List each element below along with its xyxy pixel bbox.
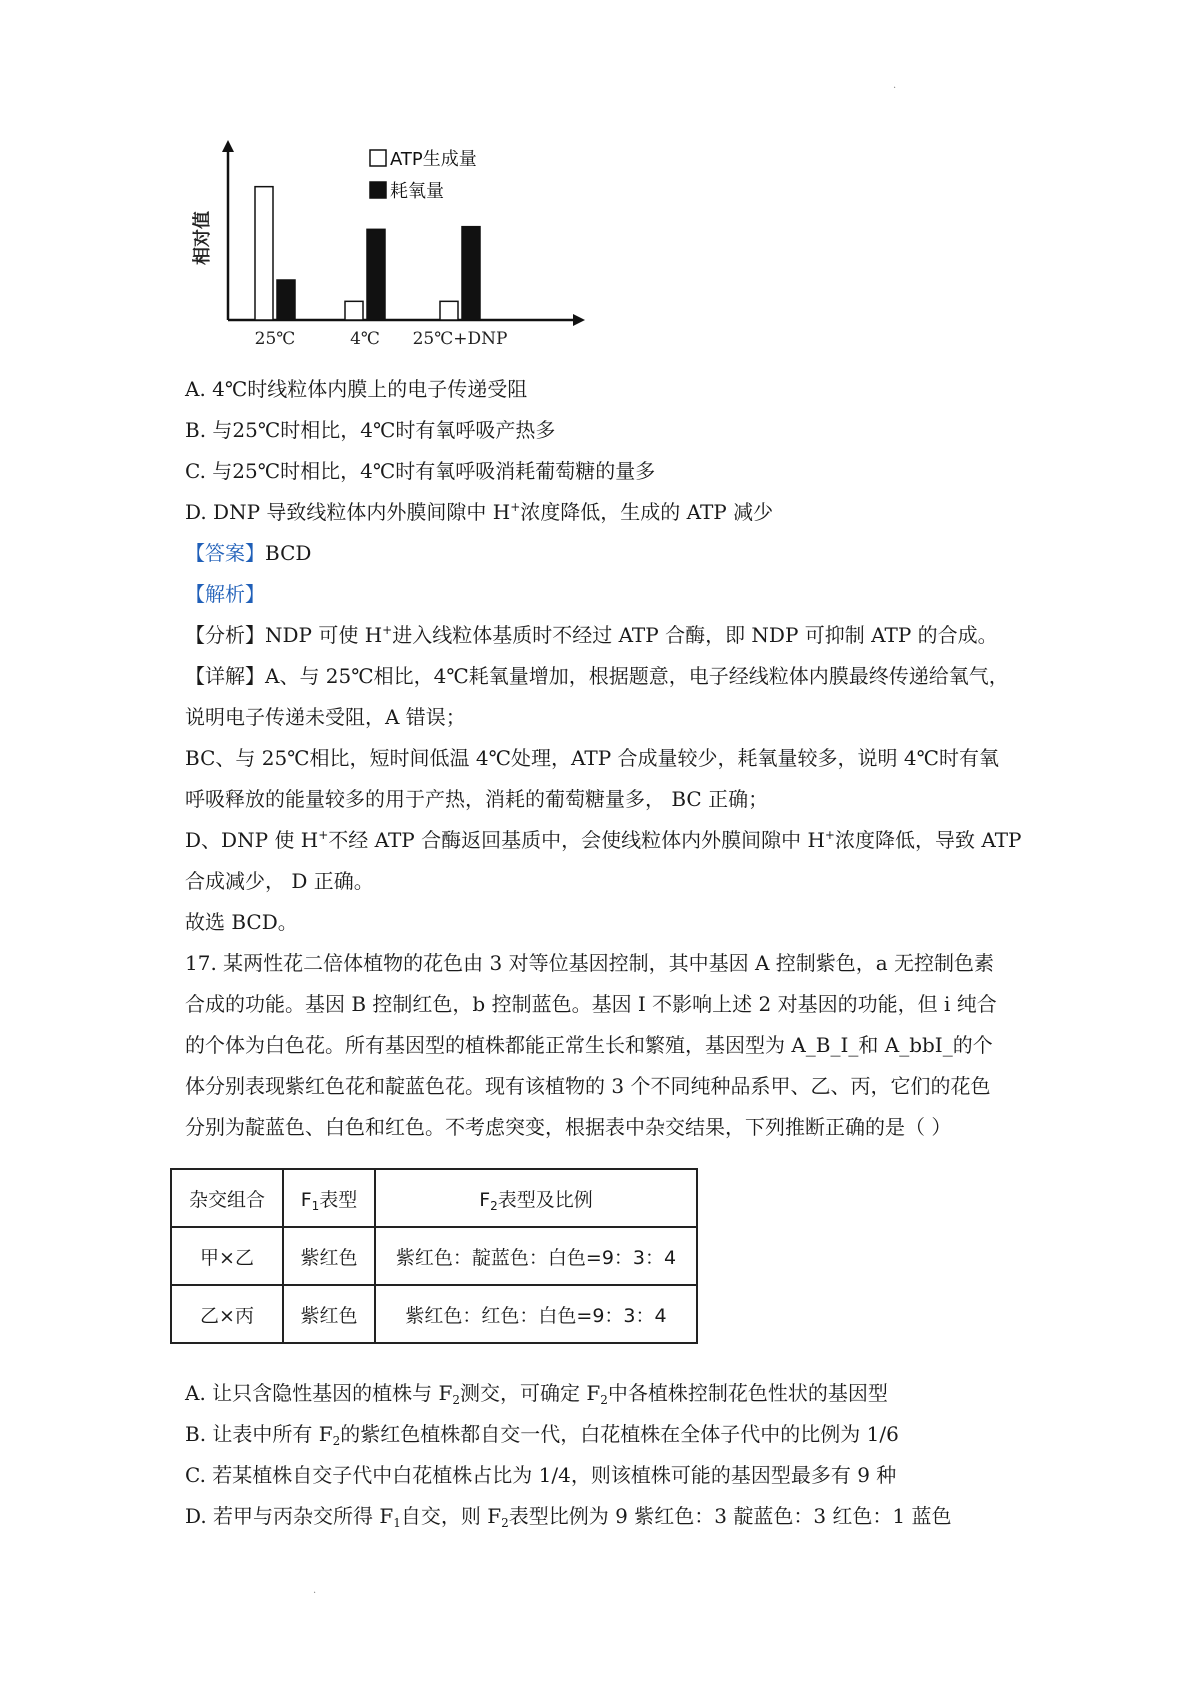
option-d [185,497,773,527]
xiangjie-text: D、DNP 使 H [185,828,319,852]
bar-chart [190,140,610,350]
legend-label: 耗氧量 [390,181,444,202]
q17-option-c: C. 若某植株自交子代中白花植株占比为 1/4，则该植株可能的基因型最多有 9 种 [185,1463,897,1487]
table-cell: 紫红色：红色：白色=9：3：4 [375,1285,697,1343]
fenxi-text: NDP 可使 H [265,623,383,647]
xiangjie-line-4: 呼吸释放的能量较多的用于产热，消耗的葡萄糖量多， BC 正确； [185,787,769,811]
answer-value: BCD [265,541,312,565]
bar-oxygen-2 [462,227,480,320]
table-header-cell: $F_2$表型及比例 [375,1169,697,1227]
bar-atp-2 [440,301,458,320]
legend-swatch [370,150,386,166]
table-header-row [171,1169,697,1227]
answer-tag: 【答案】 [185,541,265,565]
bar-oxygen-0 [277,280,295,320]
table-cell: 紫红色 [283,1285,375,1343]
table-cell: 乙×丙 [171,1285,283,1343]
cross-table [170,1168,698,1344]
q17-line-1: 17. 某两性花二倍体植物的花色由 3 对等位基因控制，其中基因 A 控制紫色，a 无控制色素 [185,951,995,975]
table-cell: 甲×乙 [171,1227,283,1285]
table-row [171,1285,697,1343]
legend [370,149,477,202]
q17-line-4: 体分别表现紫红色花和靛蓝色花。现有该植物的 3 个不同纯种品系甲、乙、丙，它们的花色 [185,1074,991,1098]
xiangjie-tag: 【详解】 [185,664,265,688]
y-axis-label: 相对值 [192,211,213,265]
option-d-text: D. DNP 导致线粒体内外膜间隙中 H [185,500,511,524]
conclusion-line: 故选 BCD。 [185,910,298,934]
superscript: + [318,828,329,842]
xiangjie-text-2: 不经 ATP 合酶返回基质中，会使线粒体内外膜间隙中 H [328,828,825,852]
x-tick-labels [255,329,508,349]
option-c: C. 与25℃时相比，4℃时有氧呼吸消耗葡萄糖的量多 [185,459,656,483]
x-tick-label: 25℃+DNP [412,329,508,349]
xiangjie-line-3: BC、与 25℃相比，短时间低温 4℃处理，ATP 合成量较少，耗氧量较多，说明 4℃时有氧 [185,746,999,770]
superscript: + [382,623,393,637]
option-d-text-2: 浓度降低，生成的 ATP 减少 [520,500,774,524]
q17-line-3: 的个体为白色花。所有基因型的植株都能正常生长和繁殖，基因型为 A_B_I_和 A_bbI_的个 [185,1033,993,1057]
bar-atp-1 [345,301,363,320]
table-cell: 紫红色 [283,1227,375,1285]
table-cell: 紫红色：靛蓝色：白色=9：3：4 [375,1227,697,1285]
xiangjie-line-2: 说明电子传递未受阻，A 错误； [185,705,466,729]
q17-line-2: 合成的功能。基因 B 控制红色，b 控制蓝色。基因 I 不影响上述 2 对基因的功能，但 i 纯合 [185,992,997,1016]
xiangjie-text-3: 浓度降低，导致 ATP [834,828,1022,852]
fenxi-tag: 【分析】 [185,623,265,647]
fenxi-text-2: 进入线粒体基质时不经过 ATP 合酶，即 NDP 可抑制 ATP 的合成。 [392,623,998,647]
superscript: + [824,828,835,842]
scan-dot: . [313,1585,317,1596]
xiangjie-text: A、与 25℃相比，4℃耗氧量增加，根据题意，电子经线粒体内膜最终传递给氧气， [265,664,1009,688]
fenxi-line [185,620,998,650]
bar-atp-0 [255,187,273,320]
y-axis-arrow [222,140,234,152]
option-b: B. 与25℃时相比，4℃时有氧呼吸产热多 [185,418,556,442]
option-a: A. 4℃时线粒体内膜上的电子传递受阻 [185,377,528,401]
q17-option-a: A. 让只含隐性基因的植株与 $F_2$测交，可确定 $F_2$中各植株控制花色性状的基因型 [185,1381,888,1407]
x-tick-label: 25℃ [254,329,296,349]
scan-dot: . [893,80,897,91]
q17-option-b: B. 让表中所有 $F_2$的紫红色植株都自交一代，白花植株在全体子代中的比例为 1/6 [185,1422,899,1448]
legend-swatch [370,182,386,198]
bar-oxygen-1 [367,229,385,320]
table-header-cell: $F_1$表型 [283,1169,375,1227]
bars [255,187,480,320]
xiangjie-line-5 [185,825,1022,855]
xiangjie-line-1 [185,661,1009,691]
superscript: + [510,500,521,514]
table-row [171,1227,697,1285]
q17-option-d: D. 若甲与丙杂交所得 $F_1$自交，则 $F_2$表型比例为 9 紫红色：3 靛蓝色：3 红色：1 蓝色 [185,1504,952,1530]
answer-line [185,538,311,568]
x-tick-label: 4℃ [350,329,380,349]
xiangjie-line-6: 合成减少， D 正确。 [185,869,374,893]
table-header-cell: 杂交组合 [171,1169,283,1227]
legend-label: ATP生成量 [390,149,477,170]
analysis-tag: 【解析】 [185,582,265,606]
q17-line-5: 分别为靛蓝色、白色和红色。不考虑突变，根据表中杂交结果，下列推断正确的是（ ） [185,1115,952,1139]
x-axis-arrow [573,314,585,326]
